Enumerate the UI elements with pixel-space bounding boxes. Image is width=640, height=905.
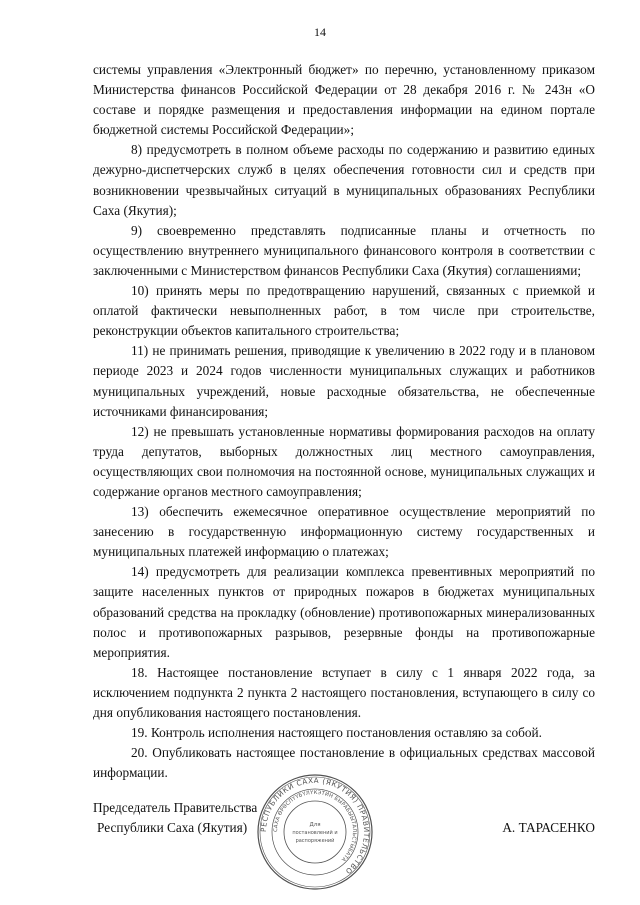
signer-title-line-2: Республики Саха (Якутия) <box>97 820 248 835</box>
paragraph: 12) не превышать установленные нормативы формирования расходов на оплату труда депутатов, выборных должностных лиц местного самоуправления, осуществляющих свои полномочия на постоянной основе, муниципальных служащих и содержание органов местного самоуправления; <box>93 423 595 499</box>
paragraph: 10) принять меры по предотвращению нарушений, связанных с приемкой и оплатой фактически невыполненных работ, в том числе при строительстве, реконструкции объектов капитального строительства; <box>93 283 595 339</box>
seal-center-line-2: постановлений и <box>292 830 338 836</box>
signer-title-line-1: Председатель Правительства <box>93 800 258 815</box>
signer-name: А. ТАРАСЕНКО <box>502 820 595 835</box>
paragraph: 13) обеспечить ежемесячное оперативное осуществление мероприятий по занесению в государственную информационную систему государственных и муниципальных платежей информацию о платежах; <box>93 504 595 560</box>
paragraph: 11) не принимать решения, приводящие к увеличению в 2022 году и в плановом периоде 2023 и 2024 годов численности муниципальных служащих и работников муниципальных учреждений, новые расходные обязательства, не обеспеченные источниками финансирования; <box>93 343 595 419</box>
seal-center-line-3: распоряжений <box>295 838 335 844</box>
document-body <box>93 60 595 783</box>
paragraph: 19. Контроль исполнения настоящего постановления оставляю за собой. <box>131 725 542 741</box>
paragraph: 8) предусмотреть в полном объеме расходы по содержанию и развитию единых дежурно-диспетчерских служб в целях обеспечения готовности сил и средств при возникновении чрезвычайных ситуаций в муниципальных образованиях Республики Саха (Якутия); <box>93 142 595 218</box>
paragraph: 20. Опубликовать настоящее постановление в официальных средствах массовой информации. <box>93 745 595 781</box>
page-number: 14 <box>314 25 326 39</box>
paragraph: 18. Настоящее постановление вступает в силу с 1 января 2022 года, за исключением подпункта 2 пункта 2 настоящего постановления, вступающего в силу со дня опубликования настоящего постановления. <box>93 664 595 720</box>
seal-outer-text: РЕСПУБЛИКИ САХА (ЯКУТИЯ) ПРАВИТЕЛЬСТВО <box>258 775 372 877</box>
paragraph: 14) предусмотреть для реализации комплекса превентивных мероприятий по защите населенных пунктов от природных пожаров в бюджетах муниципальных образований средства на прокладку (обновление) противопожарных минерализованных полос и противопожарных разрывов, резервные фонды на противопожарные мероприятия. <box>93 564 595 660</box>
paragraph: 9) своевременно представлять подписанные планы и отчетность по осуществлению внутреннего муниципального финансового контроля в соответствии с заключенными с Министерством финансов Республики Саха (Якутия) соглашениями; <box>93 222 595 278</box>
paragraph: системы управления «Электронный бюджет» по перечню, установленному приказом Министерства финансов Российской Федерации от 28 декабря 2016 г. № 243н «О составе и порядке размещения и предоставления информации на едином портале бюджетной системы Российской Федерации»; <box>93 62 595 138</box>
official-seal-icon <box>255 772 375 892</box>
seal-center-line-1: Для <box>309 822 321 828</box>
seal-inner-text: САХА ӨРӨСПҮҮБҮЛҮКЭТИН БЫРАБЫЫТАЛЬСТЫБАТА <box>272 789 358 863</box>
